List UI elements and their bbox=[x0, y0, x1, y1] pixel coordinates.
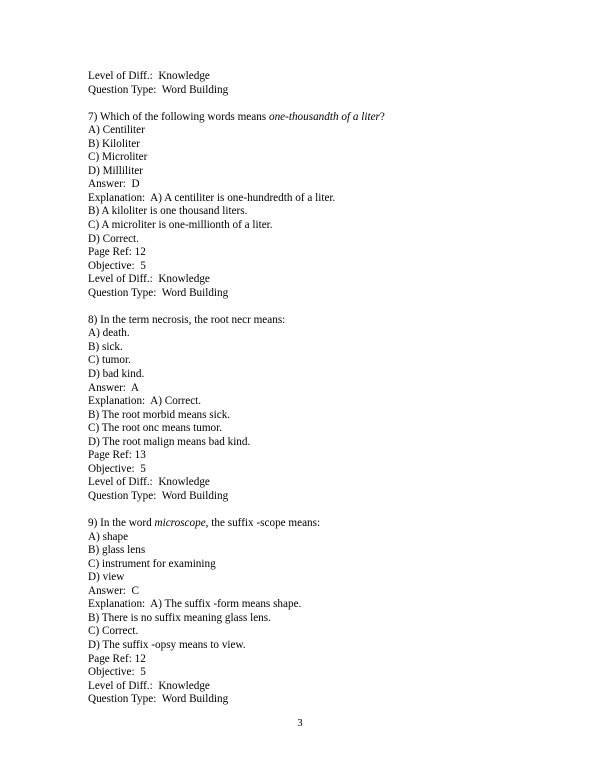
option-c: C) tumor. bbox=[88, 354, 131, 367]
option-c: C) Microliter bbox=[88, 151, 148, 164]
question-block bbox=[88, 314, 528, 504]
answer: Answer: C bbox=[88, 584, 139, 597]
page-number: 3 bbox=[297, 718, 303, 729]
question-number: 8) bbox=[88, 313, 98, 326]
objective: Objective: 5 bbox=[88, 259, 146, 272]
italic-term: microscope bbox=[154, 517, 206, 530]
option-d: D) bad kind. bbox=[88, 368, 145, 381]
question-block bbox=[88, 517, 528, 707]
level-of-difficulty: Level of Diff.: Knowledge bbox=[88, 679, 210, 692]
option-a: A) Centiliter bbox=[88, 124, 145, 137]
italic-term: one-thousandth of a liter bbox=[268, 110, 380, 123]
question-number: 7) bbox=[88, 110, 98, 123]
page-ref: Page Ref: 12 bbox=[88, 246, 146, 259]
level-of-difficulty: Level of Diff.: Knowledge bbox=[88, 70, 210, 82]
spacer bbox=[88, 300, 528, 314]
option-a: A) death. bbox=[88, 327, 130, 340]
explanation-line: D) The suffix -opsy means to view. bbox=[88, 638, 246, 651]
explanation-line: C) The root onc means tumor. bbox=[88, 422, 223, 435]
objective: Objective: 5 bbox=[88, 666, 146, 679]
explanation-line: D) The root malign means bad kind. bbox=[88, 435, 251, 448]
explanation-line: Explanation: A) Correct. bbox=[88, 395, 202, 408]
objective: Objective: 5 bbox=[88, 462, 146, 475]
document-body bbox=[88, 70, 528, 707]
explanation-line: Explanation: A) A centiliter is one-hundredth of a liter. bbox=[88, 191, 336, 204]
question-type: Question Type: Word Building bbox=[88, 286, 229, 299]
explanation-line: B) The root morbid means sick. bbox=[88, 408, 231, 421]
option-b: B) glass lens bbox=[88, 544, 146, 557]
option-b: B) sick. bbox=[88, 340, 123, 353]
explanation-line: C) Correct. bbox=[88, 625, 139, 638]
explanation-line: B) There is no suffix meaning glass lens. bbox=[88, 611, 271, 624]
explanation-line: C) A microliter is one-millionth of a liter. bbox=[88, 219, 273, 232]
question-stem: 9) In the word microscope, the suffix -scope means: bbox=[88, 517, 321, 530]
option-c: C) instrument for examining bbox=[88, 557, 216, 570]
question-type: Question Type: Word Building bbox=[88, 489, 229, 502]
explanation-line: Explanation: A) The suffix -form means shape. bbox=[88, 598, 302, 611]
question-type: Question Type: Word Building bbox=[88, 693, 229, 706]
answer: Answer: A bbox=[88, 381, 139, 394]
answer: Answer: D bbox=[88, 178, 140, 191]
option-b: B) Kiloliter bbox=[88, 137, 140, 150]
explanation-line: B) A kiloliter is one thousand liters. bbox=[88, 205, 248, 218]
option-d: D) view bbox=[88, 571, 125, 584]
page-ref: Page Ref: 13 bbox=[88, 449, 146, 462]
level-of-difficulty: Level of Diff.: Knowledge bbox=[88, 273, 210, 286]
question-stem: 8) In the term necrosis, the root necr means: bbox=[88, 313, 286, 326]
explanation-line: D) Correct. bbox=[88, 232, 139, 245]
level-of-difficulty: Level of Diff.: Knowledge bbox=[88, 476, 210, 489]
question-number: 9) bbox=[88, 517, 98, 530]
spacer bbox=[88, 97, 528, 111]
question-stem: 7) Which of the following words means one-thousandth of a liter? bbox=[88, 110, 385, 123]
question-type: Question Type: Word Building bbox=[88, 83, 229, 96]
page-ref: Page Ref: 12 bbox=[88, 652, 146, 665]
spacer bbox=[88, 504, 528, 518]
question-block bbox=[88, 111, 528, 301]
option-a: A) shape bbox=[88, 530, 129, 543]
option-d: D) Milliliter bbox=[88, 164, 143, 177]
